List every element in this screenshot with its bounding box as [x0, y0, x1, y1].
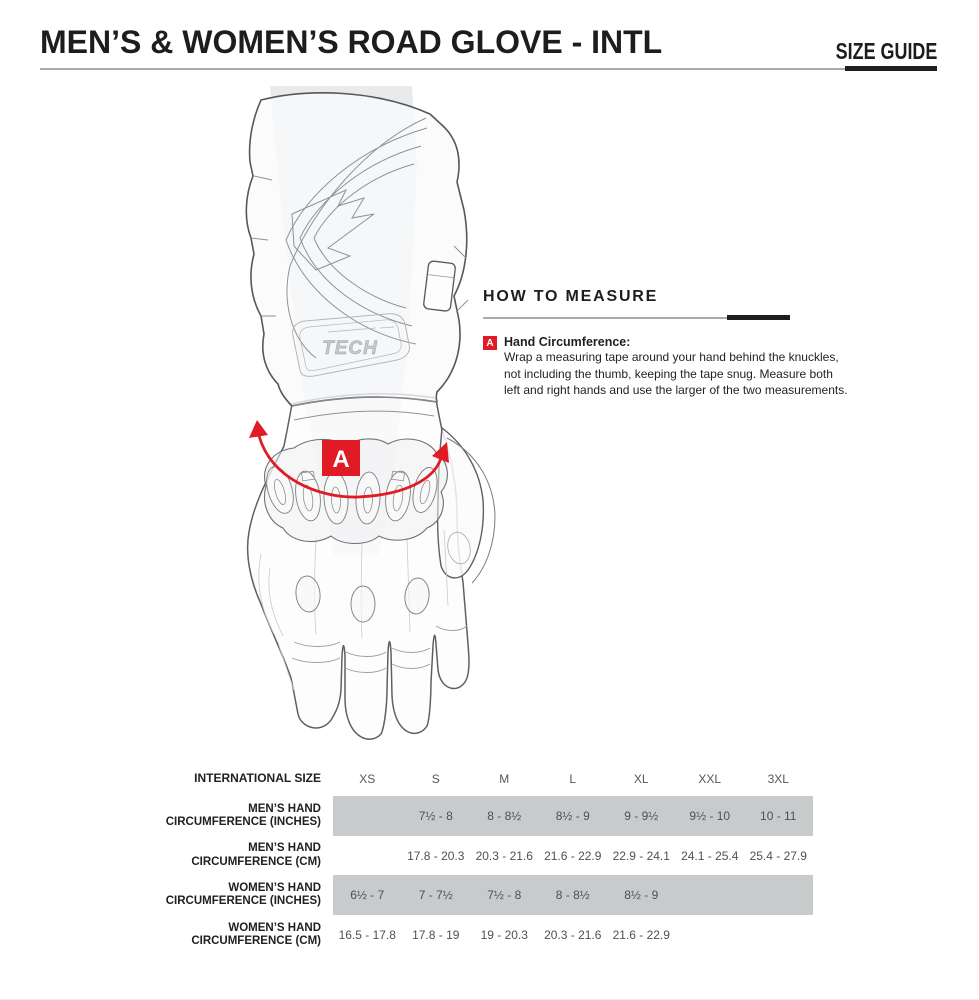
table-cell: [676, 915, 745, 955]
table-cell: 8 - 8½: [539, 875, 608, 915]
table-cell: 19 - 20.3: [480, 928, 528, 942]
row-label-line: CIRCUMFERENCE (INCHES): [165, 816, 321, 828]
diagram-marker-a-label: A: [332, 446, 350, 473]
measure-item-text: [504, 335, 848, 399]
table-cell: 8 - 8½: [470, 796, 539, 836]
how-to-measure-heading: HOW TO MEASURE: [483, 288, 659, 305]
size-column-m: M: [499, 772, 510, 786]
how-to-measure-divider: [483, 315, 790, 320]
row-label-line: MEN’S HAND: [248, 842, 321, 854]
measure-item-title: Hand Circumference:: [504, 335, 631, 349]
header-divider: [40, 66, 937, 71]
size-column-xl: XL: [633, 772, 649, 786]
table-cell: 7½ - 8: [402, 796, 471, 836]
table-cell: 9½ - 10: [676, 796, 745, 836]
table-cell: 6½ - 7: [333, 875, 402, 915]
table-cell: [744, 875, 813, 915]
table-cell: 17.8 - 20.3: [407, 848, 465, 863]
measure-item-hand-circumference: [483, 335, 848, 399]
table-cell: 20.3 - 21.6: [475, 848, 533, 863]
glove-illustration: [228, 86, 508, 766]
table-cell: [333, 836, 402, 875]
row-label-line: WOMEN’S HAND: [228, 921, 321, 934]
table-cell: 22.9 - 24.1: [612, 848, 670, 863]
arrowhead-left-icon: [249, 420, 268, 438]
measure-item-line: left and right hands and use the larger of the two measurements.: [504, 383, 848, 397]
row-label-line: CIRCUMFERENCE (CM): [191, 855, 321, 868]
table-cell: 16.5 - 17.8: [338, 928, 396, 942]
how-to-measure-section: [483, 288, 848, 399]
htm-divider-gray: [483, 317, 727, 319]
table-cell: 21.6 - 22.9: [612, 928, 670, 942]
table-cell: 10 - 11: [744, 796, 813, 836]
marker-a-badge: A: [483, 336, 497, 350]
row-label-mens-inches: [150, 796, 333, 836]
glove-logo-text: TECH: [322, 338, 378, 359]
size-table: [150, 762, 813, 955]
size-column-s: S: [431, 772, 440, 786]
table-cell: 20.3 - 21.6: [544, 928, 602, 942]
table-cell: 9 - 9½: [607, 796, 676, 836]
size-guide-label: SIZE GUIDE: [835, 38, 937, 64]
table-cell: [744, 915, 813, 955]
row-label-line: CIRCUMFERENCE (INCHES): [165, 895, 321, 907]
cuff-strap: [423, 261, 456, 312]
page-title: MEN’S & WOMEN’S ROAD GLOVE - INTL: [40, 24, 663, 60]
table-cell: 21.6 - 22.9: [544, 848, 602, 863]
table-cell: 25.4 - 27.9: [749, 848, 807, 863]
table-cell: 8½ - 9: [607, 875, 676, 915]
row-label-womens-inches: [150, 875, 333, 915]
row-label-mens-cm: [150, 836, 333, 875]
measure-item-line: not including the thumb, keeping the tape snug. Measure both: [504, 366, 833, 381]
header-divider-gray: [40, 68, 845, 70]
table-cell: 24.1 - 25.4: [681, 848, 739, 863]
table-cell: 7 - 7½: [402, 875, 471, 915]
size-column-3xl: 3XL: [767, 772, 789, 786]
measure-item-line: Wrap a measuring tape around your hand behind the knuckles,: [504, 350, 839, 364]
htm-divider-black: [727, 315, 790, 320]
table-cell: [333, 796, 402, 836]
table-cell: 8½ - 9: [539, 796, 608, 836]
header-divider-black: [845, 66, 937, 71]
row-label-line: WOMEN’S HAND: [228, 881, 321, 894]
row-label-womens-cm: [150, 915, 333, 955]
table-cell: 17.8 - 19: [412, 928, 460, 942]
row-label-line: CIRCUMFERENCE (CM): [191, 935, 321, 947]
table-cell: [676, 875, 745, 915]
size-column-l: L: [569, 772, 577, 786]
size-table-header-label: INTERNATIONAL SIZE: [194, 771, 321, 786]
size-column-xs: XS: [359, 772, 376, 786]
table-cell: 7½ - 8: [470, 875, 539, 915]
row-label-line: MEN’S HAND: [248, 802, 321, 815]
cuff-outline: [246, 93, 466, 406]
size-column-xxl: XXL: [698, 772, 722, 786]
